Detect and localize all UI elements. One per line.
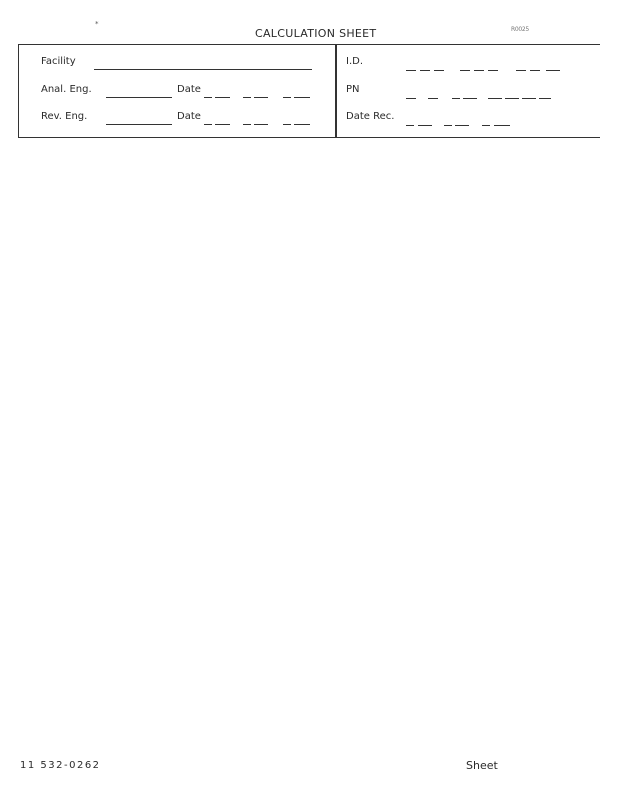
pn-field-seg	[488, 98, 502, 99]
pn-field-seg	[406, 98, 416, 99]
date-label-2: Date	[177, 111, 201, 122]
pn-field-seg	[522, 98, 536, 99]
date-field-2-seg	[243, 124, 251, 125]
pn-field-seg	[505, 98, 519, 99]
date-field-1-seg	[243, 97, 251, 98]
date-rec-field-seg	[494, 125, 510, 126]
date-field-2-seg	[254, 124, 268, 125]
id-field-seg	[434, 70, 444, 71]
id-label: I.D.	[346, 56, 364, 67]
date-field-2-seg	[215, 124, 230, 125]
id-field-seg	[474, 70, 484, 71]
date-rec-field-seg	[455, 125, 469, 126]
facility-label: Facility	[41, 56, 76, 67]
date-rec-field-seg	[482, 125, 490, 126]
date-field-2-seg	[294, 124, 310, 125]
date-field-1-seg	[204, 97, 212, 98]
rev-eng-label: Rev. Eng.	[41, 111, 88, 122]
date-rec-label: Date Rec.	[346, 111, 395, 122]
id-field-seg	[546, 70, 560, 71]
date-label-1: Date	[177, 84, 201, 95]
date-field-2-seg	[283, 124, 291, 125]
date-field-1-seg	[294, 97, 310, 98]
date-field-1-seg	[283, 97, 291, 98]
anal-eng-field[interactable]	[106, 97, 172, 98]
id-field-seg	[460, 70, 470, 71]
date-field-1-seg	[254, 97, 268, 98]
pn-field-seg	[539, 98, 551, 99]
date-rec-field-seg	[444, 125, 452, 126]
id-field-seg	[530, 70, 540, 71]
page-title: CALCULATION SHEET	[255, 27, 377, 40]
date-field-2-seg	[204, 124, 212, 125]
pn-field-seg	[463, 98, 477, 99]
footer-sheet-label: Sheet	[466, 759, 498, 772]
id-field-seg	[406, 70, 416, 71]
form-number: R0025	[511, 26, 529, 33]
anal-eng-label: Anal. Eng.	[41, 84, 92, 95]
pn-label: PN	[346, 84, 360, 95]
facility-field[interactable]	[94, 69, 312, 70]
rev-eng-field[interactable]	[106, 124, 172, 125]
pn-field-seg	[452, 98, 460, 99]
footer-form-code: 11 532-0262	[20, 760, 101, 771]
id-field-seg	[488, 70, 498, 71]
corner-mark: *	[95, 20, 99, 28]
form-divider	[335, 44, 337, 138]
date-field-1-seg	[215, 97, 230, 98]
id-field-seg	[516, 70, 526, 71]
pn-field-seg	[428, 98, 438, 99]
date-rec-field-seg	[418, 125, 432, 126]
date-rec-field-seg	[406, 125, 414, 126]
id-field-seg	[420, 70, 430, 71]
